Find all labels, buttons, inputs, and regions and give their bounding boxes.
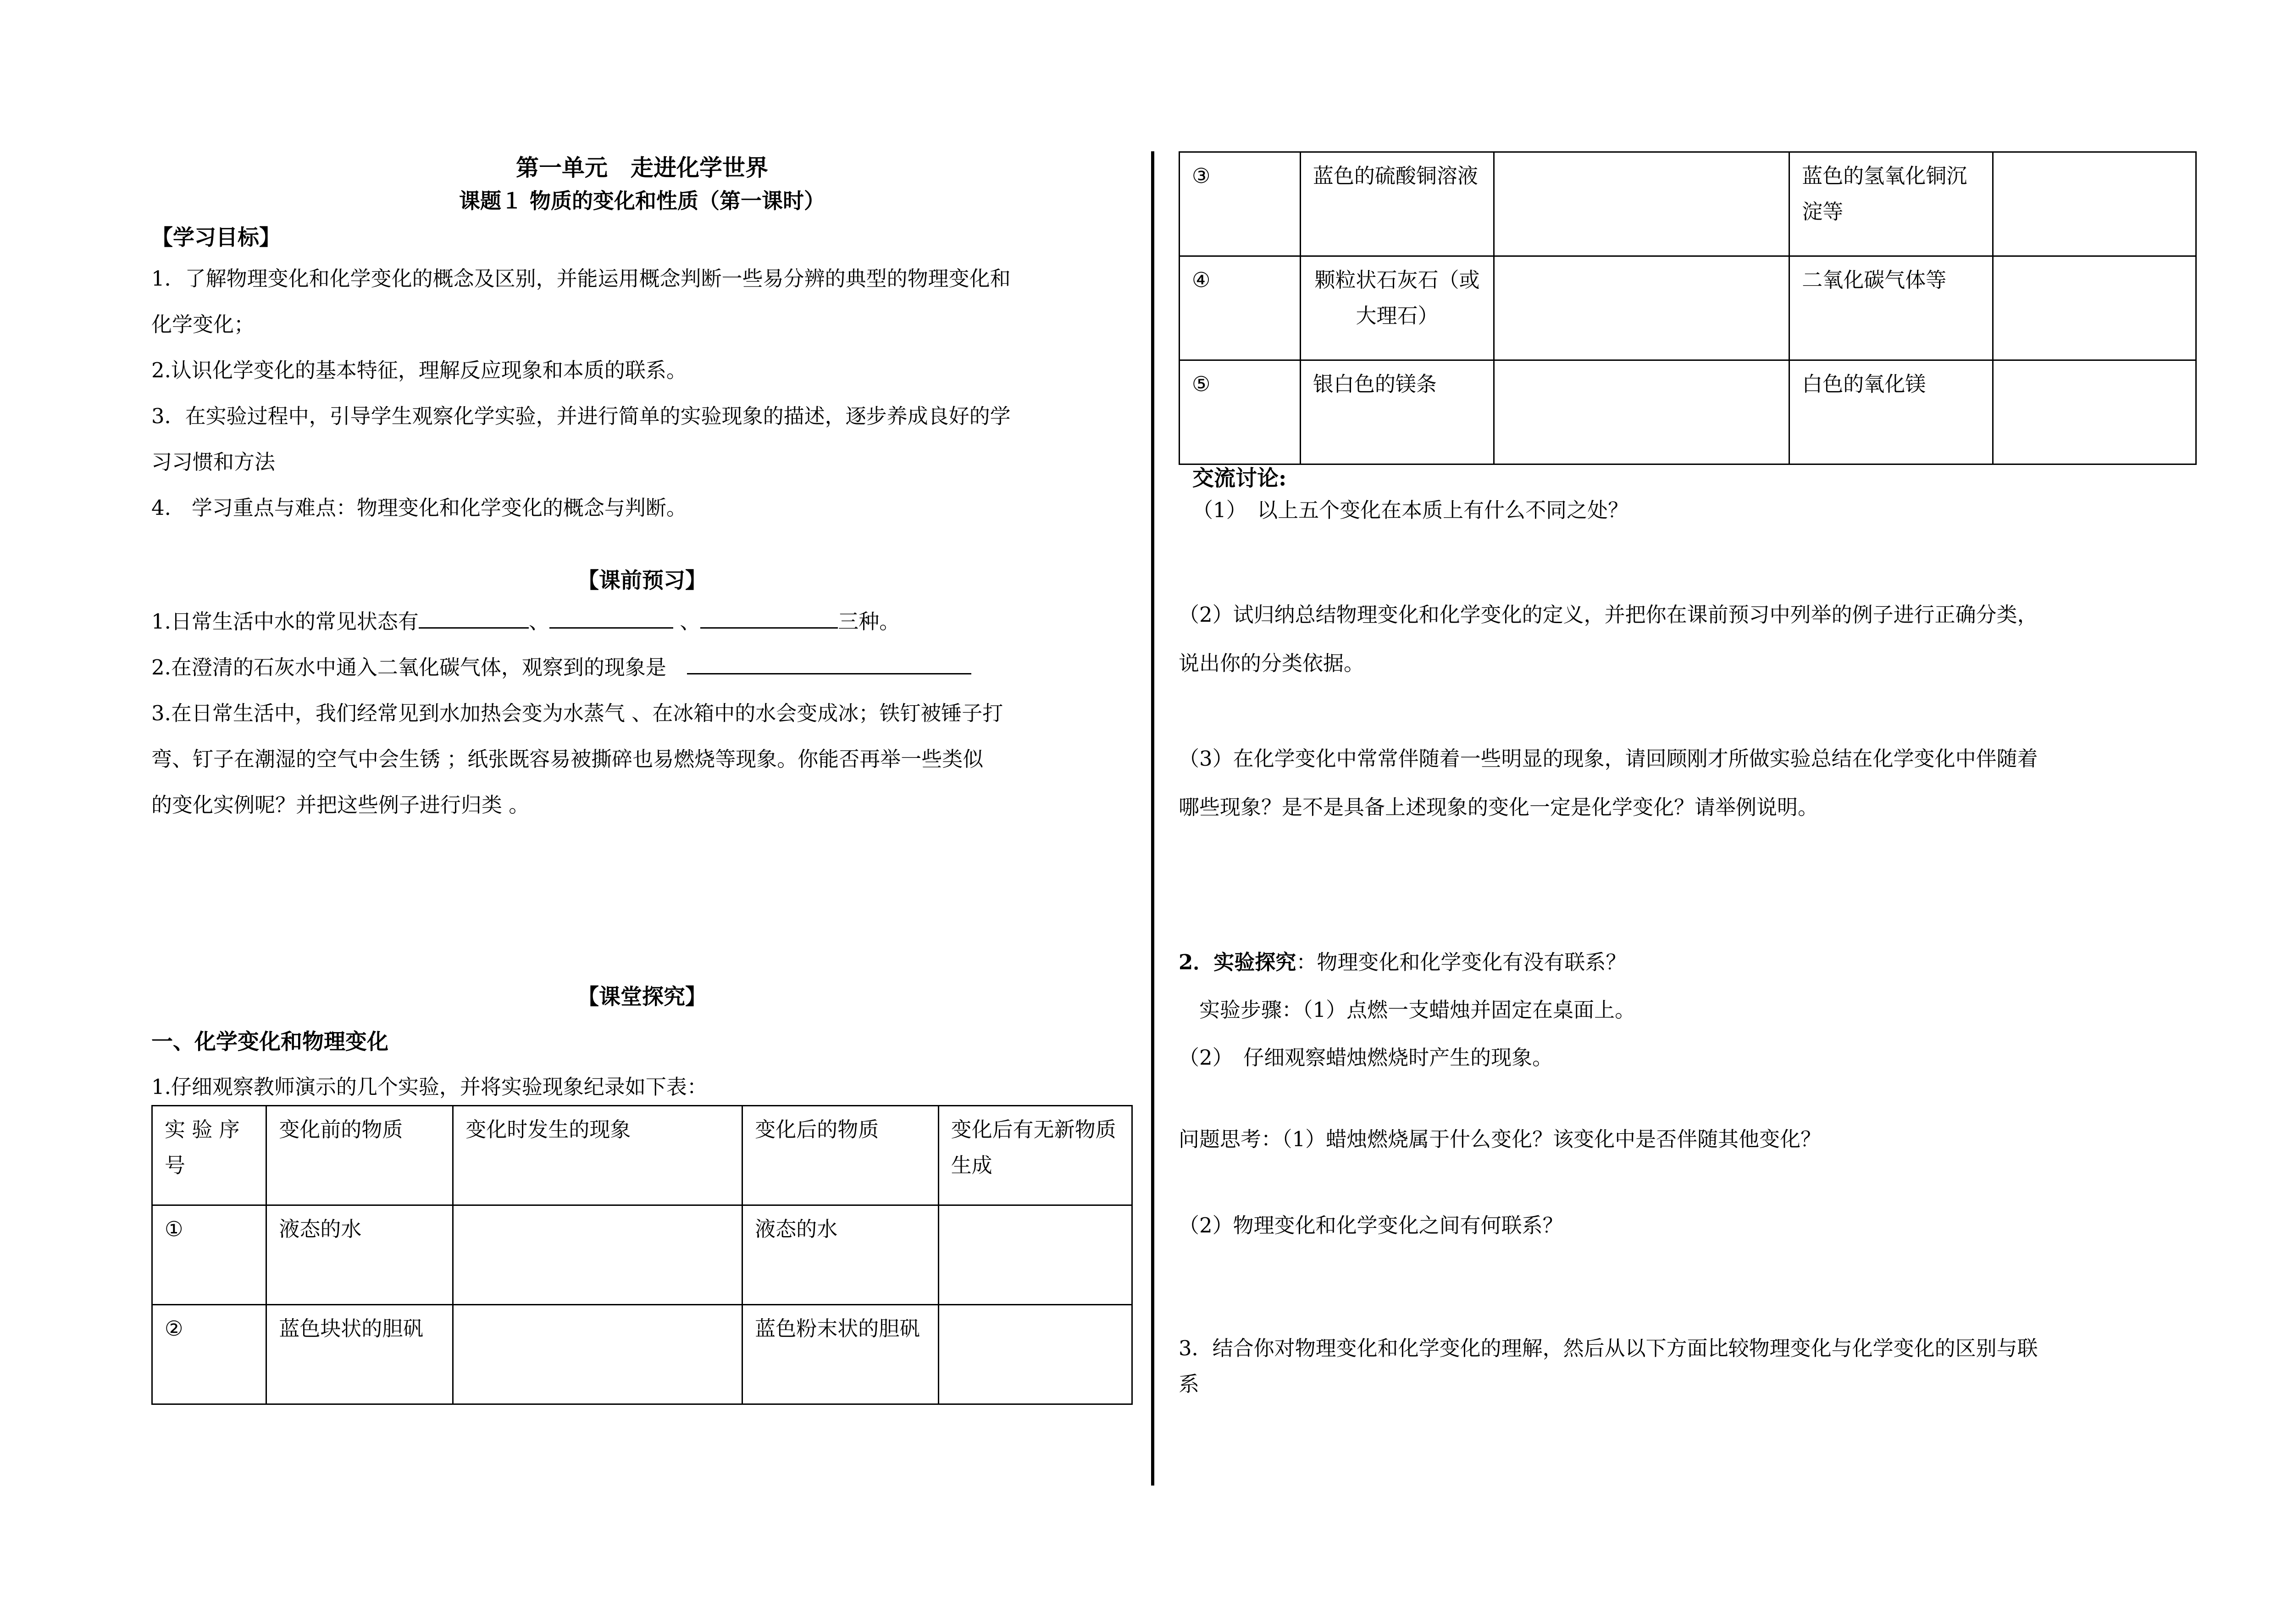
table-cell-blank[interactable]: [938, 1305, 1132, 1404]
answer-blank[interactable]: [549, 606, 673, 629]
answer-blank[interactable]: [700, 606, 838, 629]
table-header-cell: 变化后的物质: [742, 1106, 938, 1205]
table-cell: 二氧化碳气体等: [1789, 256, 1993, 360]
table-cell-blank[interactable]: [453, 1305, 742, 1404]
preview-question-1: 1.日常生活中水的常见状态有 、 、 三种。: [151, 599, 1133, 645]
table-row: [1180, 256, 2196, 360]
table-header-cell: 实 验 序号: [152, 1106, 266, 1205]
preview-question-3-line: 3.在日常生活中，我们经常见到水加热会变为水蒸气 、在冰箱中的水会变成冰；铁钉被锤子打: [151, 701, 1003, 725]
table-cell: 液态的水: [266, 1205, 453, 1305]
table-cell: ⑤: [1180, 360, 1301, 464]
table-row: [1180, 152, 2196, 256]
table-cell: ①: [152, 1205, 266, 1305]
table-cell-blank[interactable]: [1993, 256, 2196, 360]
compare-line: 3．结合你对物理变化和化学变化的理解，然后从以下方面比较物理变化与化学变化的区别与联: [1179, 1336, 2038, 1360]
experiment-table: [151, 1105, 1133, 1405]
table-row: [152, 1205, 1132, 1305]
table-instruction: 1.仔细观察教师演示的几个实验，并将实验现象纪录如下表：: [151, 1075, 708, 1099]
inquiry-heading: 【课堂探究】: [577, 984, 707, 1010]
table-cell: 白色的氧化镁: [1789, 360, 1993, 464]
discussion-question-2-line: 说出你的分类依据。: [1179, 651, 1365, 675]
table-cell-blank[interactable]: [453, 1205, 742, 1305]
table-cell: 蓝色的硫酸铜溶液: [1300, 152, 1494, 256]
column-divider: [1151, 151, 1154, 1486]
objective-line: 2.认识化学变化的基本特征，理解反应现象和本质的联系。: [151, 358, 687, 382]
experiment-title: 2．实验探究：物理变化和化学变化有没有联系？: [1179, 950, 1627, 974]
experiment-step-1: 实验步骤：（1）点燃一支蜡烛并固定在桌面上。: [1179, 998, 1636, 1022]
discussion-heading: 交流讨论:: [1192, 466, 1287, 491]
answer-blank[interactable]: [687, 652, 971, 674]
objectives-heading: 【学习目标】: [151, 225, 281, 250]
question-think-1: 问题思考：（1）蜡烛燃烧属于什么变化？该变化中是否伴随其他变化？: [1179, 1127, 1822, 1151]
table-cell: ②: [152, 1305, 266, 1404]
table-cell-blank[interactable]: [938, 1205, 1132, 1305]
table-cell: ④: [1180, 256, 1301, 360]
table-header-cell: 变化时发生的现象: [453, 1106, 742, 1205]
objective-line: 4. 学习重点与难点：物理变化和化学变化的概念与判断。: [151, 496, 687, 520]
lesson-title: 课题１ 物质的变化和性质（第一课时）: [459, 188, 825, 213]
table-row: [1180, 360, 2196, 464]
table-header-cell: 变化前的物质: [266, 1106, 453, 1205]
table-cell-blank[interactable]: [1494, 256, 1789, 360]
preview-heading: 【课前预习】: [577, 568, 707, 593]
table-cell-blank[interactable]: [1494, 152, 1789, 256]
experiment-step-2: （2） 仔细观察蜡烛燃烧时产生的现象。: [1179, 1045, 1553, 1070]
unit-title: 第一单元 走进化学世界: [516, 154, 768, 181]
discussion-question-1: （1） 以上五个变化在本质上有什么不同之处？: [1192, 498, 1629, 522]
experiment-table-continued: [1179, 151, 2197, 465]
preview-question-3-line: 的变化实例呢？并把这些例子进行归类 。: [151, 793, 530, 817]
right-column: [1179, 151, 2197, 1402]
table-cell: 颗粒状石灰石（或大理石）: [1300, 256, 1494, 360]
left-column: [151, 151, 1133, 1405]
discussion-question-3-line: （3）在化学变化中常常伴随着一些明显的现象，请回顾刚才所做实验总结在化学变化中伴随着: [1179, 746, 2038, 771]
table-cell: ③: [1180, 152, 1301, 256]
objective-line: 习习惯和方法: [151, 450, 276, 474]
preview-question-3-line: 弯、钉子在潮湿的空气中会生锈 ；纸张既容易被撕碎也易燃烧等现象。你能否再举一些类似: [151, 747, 984, 771]
question-think-2: （2）物理变化和化学变化之间有何联系？: [1179, 1213, 1563, 1237]
table-cell-blank[interactable]: [1993, 152, 2196, 256]
table-header-cell: 变化后有无新物质生成: [938, 1106, 1132, 1205]
compare-line: 系: [1179, 1372, 1200, 1396]
table-cell-blank[interactable]: [1993, 360, 2196, 464]
table-cell: 液态的水: [742, 1205, 938, 1305]
answer-blank[interactable]: [419, 606, 529, 629]
objective-line: 化学变化；: [151, 312, 255, 337]
table-header-row: [152, 1106, 1132, 1205]
part1-title: 一、化学变化和物理变化: [151, 1029, 388, 1055]
table-cell: 蓝色块状的胆矾: [266, 1305, 453, 1404]
table-cell-blank[interactable]: [1494, 360, 1789, 464]
objective-line: 1．了解物理变化和化学变化的概念及区别，并能运用概念判断一些易分辨的典型的物理变化和: [151, 266, 1011, 291]
discussion-question-2-line: （2）试归纳总结物理变化和化学变化的定义，并把你在课前预习中列举的例子进行正确分类，: [1179, 602, 2038, 627]
table-cell: 蓝色的氢氧化铜沉淀等: [1789, 152, 1993, 256]
table-cell: 蓝色粉末状的胆矾: [742, 1305, 938, 1404]
table-row: [152, 1305, 1132, 1404]
objective-line: 3．在实验过程中，引导学生观察化学实验，并进行简单的实验现象的描述，逐步养成良好的学: [151, 404, 1011, 428]
preview-question-2: 2.在澄清的石灰水中通入二氧化碳气体，观察到的现象是: [151, 645, 1133, 690]
table-cell: 银白色的镁条: [1300, 360, 1494, 464]
discussion-question-3-line: 哪些现象？是不是具备上述现象的变化一定是化学变化？请举例说明。: [1179, 795, 1819, 819]
